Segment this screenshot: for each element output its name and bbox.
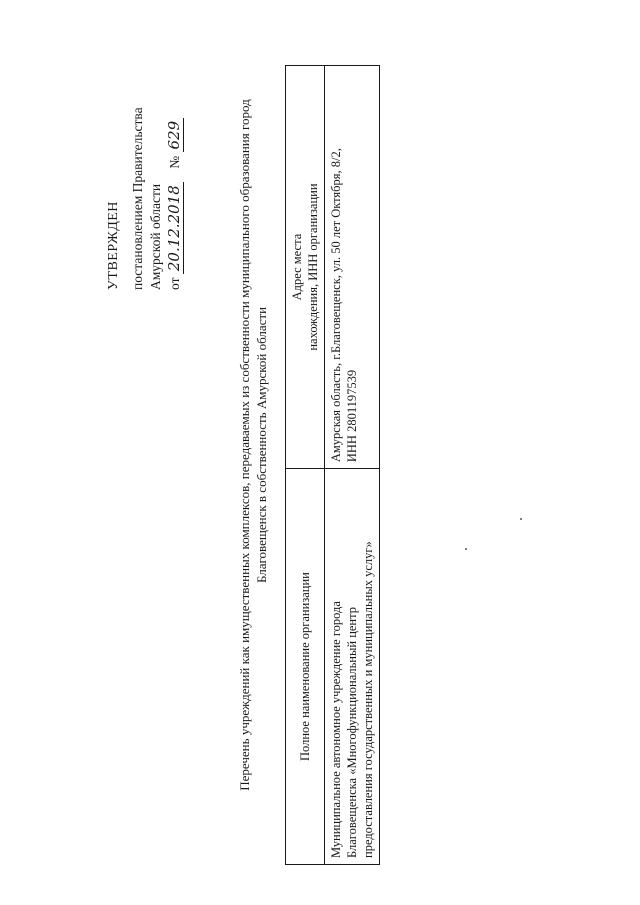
header-address — [286, 66, 325, 469]
number-prefix: № — [167, 155, 182, 169]
cell-org-name — [325, 469, 380, 865]
address-line-2: ИНН 2801197539 — [345, 369, 359, 463]
handwritten-number: 629 — [165, 118, 184, 153]
org-name-line-2: Благовещенска «Многофункциональный центр — [345, 607, 359, 858]
approval-stamp-block — [105, 20, 184, 290]
table-header-row — [286, 66, 325, 865]
institutions-table — [285, 65, 380, 865]
approval-title: УТВЕРЖДЕН — [106, 201, 121, 290]
cell-address — [325, 66, 380, 469]
scan-speck — [465, 548, 467, 550]
address-line-1: Амурская область, г.Благовещенск, ул. 50 лет Октября, 8/2, — [329, 148, 343, 463]
handwritten-date: 20.12.2018 — [165, 182, 184, 274]
heading-line-2: Благовещенск в собственность Амурской области — [254, 306, 269, 584]
date-prefix: от — [167, 277, 182, 290]
approval-line-2: Амурской области — [148, 183, 163, 290]
table-row — [325, 66, 380, 865]
heading-line-1: Перечень учреждений как имущественных комплексов, передаваемых из собственности муниципального образования город — [237, 99, 252, 791]
header-address-line-1: Адрес места — [290, 233, 304, 301]
document-heading — [236, 25, 270, 865]
header-org-name — [286, 469, 325, 865]
scan-speck — [520, 518, 522, 520]
approval-line-1: постановлением Правительства — [130, 107, 145, 290]
org-name-line-1: Муниципальное автономное учреждение города — [329, 601, 343, 858]
header-org-name-text: Полное наименование организации — [298, 572, 312, 762]
org-name-line-3: предоставления государственных и муниципальных услуг» — [361, 541, 375, 858]
header-address-line-2: нахождения, ИНН организации — [306, 183, 320, 351]
approval-date-number-line — [165, 20, 184, 290]
